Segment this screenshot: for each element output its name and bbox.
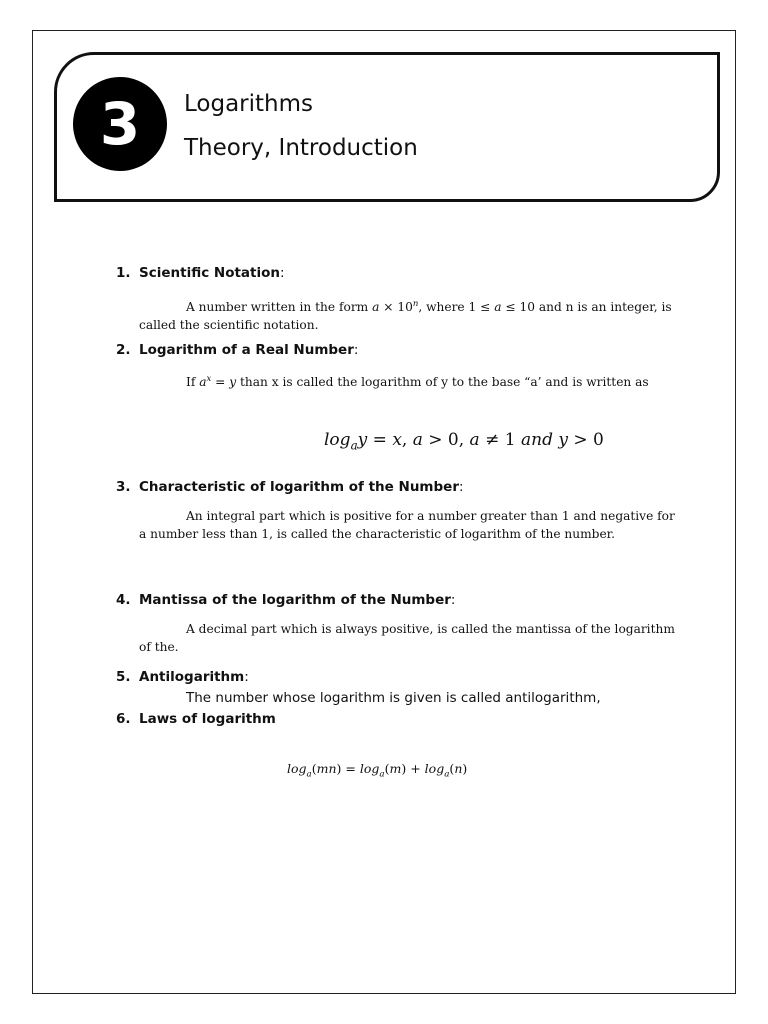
section-title: Scientific Notation xyxy=(139,265,281,281)
section-2-heading xyxy=(116,342,358,358)
section-title: Antilogarithm xyxy=(139,669,245,685)
section-3-body: An integral part which is positive for a number greater than 1 and negative for a number less than 1, is called the characteristic of logarithm of the number. xyxy=(139,509,675,541)
section-1-heading xyxy=(116,265,285,281)
section-number: 6. xyxy=(116,711,131,727)
section-number: 1. xyxy=(116,265,131,281)
section-title: Mantissa of the logarithm of the Number xyxy=(139,592,451,608)
section-5-body: The number whose logarithm is given is called antilogarithm, xyxy=(186,690,601,706)
section-colon: : xyxy=(458,479,464,495)
section-number: 2. xyxy=(116,342,131,358)
body-text: If xyxy=(186,375,200,390)
section-number: 4. xyxy=(116,592,131,608)
section-colon: : xyxy=(244,669,249,685)
logarithm-definition-formula: $\log_ay = x$, a > 0, a ≠ 1 and y > 0 xyxy=(324,430,604,453)
body-text: , where xyxy=(418,300,469,315)
section-number: 3. xyxy=(116,479,131,495)
section-title: Characteristic of logarithm of the Number xyxy=(139,479,459,495)
section-2-body xyxy=(139,371,679,392)
section-6-heading xyxy=(116,711,276,727)
section-4-body: A decimal part which is always positive, is called the mantissa of the logarithm of the. xyxy=(139,622,675,654)
section-colon: : xyxy=(280,265,285,281)
section-title: Logarithm of a Real Number xyxy=(139,342,354,358)
body-text: than x is called the logarithm of y to the base “a’ and is written as xyxy=(236,375,649,390)
section-5-heading xyxy=(116,669,249,685)
chapter-title: Logarithms xyxy=(184,91,314,117)
section-4-heading xyxy=(116,592,455,608)
section-colon: : xyxy=(353,342,359,358)
section-colon: : xyxy=(450,592,456,608)
math-a-times-10n: a × 10$^n$ xyxy=(372,299,419,315)
section-1-body xyxy=(139,296,679,334)
chapter-number-badge xyxy=(73,77,167,171)
chapter-number: 3 xyxy=(99,90,141,158)
section-3-heading xyxy=(116,479,464,495)
chapter-subtitle: Theory, Introduction xyxy=(184,135,418,161)
math-a-pow-x: $a^x = y$ xyxy=(199,374,237,390)
section-number: 5. xyxy=(116,669,131,685)
body-text: A number written in the form xyxy=(186,300,373,315)
product-law-formula: $\log_a(mn) = \log_a(m) + \log_a(n)$ xyxy=(287,761,468,780)
math-range: 1 ≤ a ≤ 10 xyxy=(468,300,535,315)
body-text: and n is an integer, is called the scientific notation. xyxy=(139,300,672,332)
section-title: Laws of logarithm xyxy=(139,711,276,727)
